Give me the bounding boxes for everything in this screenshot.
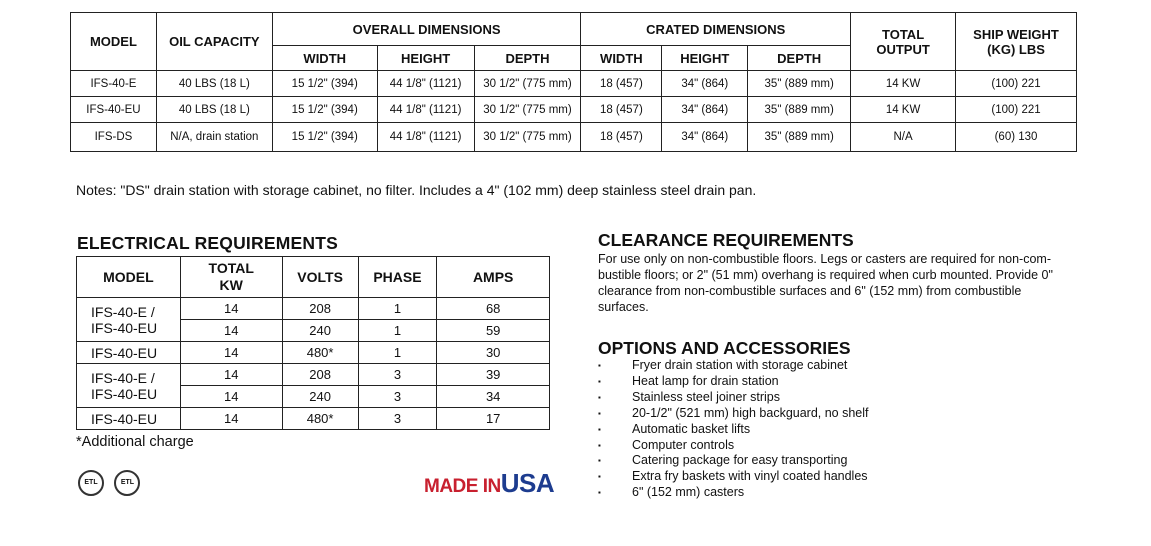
cell-volts: 240 [282,320,358,342]
cell-amps: 17 [437,408,550,430]
electrical-table [76,256,550,430]
table-row [71,71,1077,97]
cell-ship-weight: (60) 130 [956,123,1077,152]
cell-model: IFS-40-EU [91,319,158,336]
cell-volts: 480* [282,408,358,430]
cell-crated-depth: 35" (889 mm) [748,97,851,123]
list-item: ▪ Fryer drain station with storage cabinet [598,358,869,374]
header-ship-weight: SHIP WEIGHT (KG) LBS [956,13,1077,71]
cell-crated-width: 18 (457) [581,71,662,97]
cell-phase: 3 [358,364,437,386]
cell-ship-weight: (100) 221 [956,71,1077,97]
cell-amps: 68 [437,298,550,320]
cell-amps: 34 [437,386,550,408]
additional-charge-footnote: *Additional charge [76,434,194,450]
cell-phase: 1 [358,320,437,342]
cell-volts: 208 [282,298,358,320]
cell-total-kw: 14 [180,386,282,408]
header-phase: PHASE [358,257,437,298]
table-row [77,408,550,430]
table-row [77,364,550,386]
cell-oil-capacity: 40 LBS (18 L) [156,97,272,123]
list-item: ▪ Heat lamp for drain station [598,374,869,390]
cell-overall-height: 44 1/8" (1121) [377,123,474,152]
cell-total-kw: 14 [180,320,282,342]
electrical-title: ELECTRICAL REQUIREMENTS [77,233,338,253]
list-item: ▪ Computer controls [598,438,869,454]
cell-model: IFS-40-EU [91,385,158,402]
header-total-output: TOTAL OUTPUT [851,13,956,71]
list-item: ▪ 20-1/2" (521 mm) high backguard, no shelf [598,406,869,422]
cell-crated-width: 18 (457) [581,123,662,152]
clearance-text: For use only on non-combustible floors. Legs or casters are required for non-com-bustible floors; or 2" (51 mm) overhang is required when curb mounted. Provide 0" clearance from non-combustible surfaces and 6" (152 mm) from combustible surfaces. [598,252,1053,314]
header-overall-height: HEIGHT [377,46,474,71]
clearance-title: CLEARANCE REQUIREMENTS [598,230,854,250]
table-row [77,298,550,320]
etl-certification-icon: ETL [78,470,104,496]
cell-phase: 1 [358,298,437,320]
cell-model: IFS-DS [71,123,157,152]
header-oil-capacity: OIL CAPACITY [156,13,272,71]
header-crated-dimensions: CRATED DIMENSIONS [581,13,851,46]
cell-overall-width: 15 1/2" (394) [272,71,377,97]
header-crated-depth: DEPTH [748,46,851,71]
cell-volts: 480* [282,342,358,364]
cell-amps: 30 [437,342,550,364]
header-amps: AMPS [437,257,550,298]
cell-overall-width: 15 1/2" (394) [272,123,377,152]
cell-model-group [77,298,181,342]
header-crated-width: WIDTH [581,46,662,71]
list-item: ▪ Catering package for easy transporting [598,453,869,469]
cell-phase: 3 [358,386,437,408]
cell-oil-capacity: N/A, drain station [156,123,272,152]
cell-overall-depth: 30 1/2" (775 mm) [474,71,581,97]
cell-model: IFS-40-EU [77,408,181,430]
dimensions-table [70,12,1077,152]
options-title: OPTIONS AND ACCESSORIES [598,338,851,358]
notes-text: Notes: "DS" drain station with storage cabinet, no filter. Includes a 4" (102 mm) deep stainless steel drain pan. [76,182,757,198]
cell-phase: 1 [358,342,437,364]
cell-crated-width: 18 (457) [581,97,662,123]
header-model: MODEL [77,257,181,298]
cell-overall-height: 44 1/8" (1121) [377,97,474,123]
cell-total-kw: 14 [180,342,282,364]
cell-overall-depth: 30 1/2" (775 mm) [474,97,581,123]
header-overall-width: WIDTH [272,46,377,71]
list-item: ▪ Stainless steel joiner strips [598,390,869,406]
etl-certification-icon: ETL [114,470,140,496]
cell-volts: 240 [282,386,358,408]
cell-total-output: N/A [851,123,956,152]
cell-model: IFS-40-EU [77,342,181,364]
cell-overall-width: 15 1/2" (394) [272,97,377,123]
header-crated-height: HEIGHT [662,46,748,71]
list-item: ▪ Automatic basket lifts [598,422,869,438]
list-item: ▪ 6" (152 mm) casters [598,485,869,501]
cell-model: IFS-40-E / [91,369,155,386]
cell-total-output: 14 KW [851,71,956,97]
header-total-kw: TOTAL KW [180,257,282,298]
list-item: ▪ Extra fry baskets with vinyl coated handles [598,469,869,485]
cell-total-output: 14 KW [851,97,956,123]
cell-total-kw: 14 [180,364,282,386]
cell-crated-height: 34" (864) [662,97,748,123]
header-overall-depth: DEPTH [474,46,581,71]
cell-ship-weight: (100) 221 [956,97,1077,123]
cell-total-kw: 14 [180,408,282,430]
table-row [77,342,550,364]
header-volts: VOLTS [282,257,358,298]
cell-crated-depth: 35" (889 mm) [748,123,851,152]
cell-amps: 39 [437,364,550,386]
options-list [598,358,869,501]
cell-total-kw: 14 [180,298,282,320]
cell-model: IFS-40-E [71,71,157,97]
cell-volts: 208 [282,364,358,386]
cell-crated-depth: 35" (889 mm) [748,71,851,97]
certification-logos [78,470,146,496]
cell-overall-height: 44 1/8" (1121) [377,71,474,97]
table-row [71,123,1077,152]
cell-phase: 3 [358,408,437,430]
table-row [71,97,1077,123]
header-overall-dimensions: OVERALL DIMENSIONS [272,13,581,46]
cell-model: IFS-40-E / [91,303,155,320]
cell-crated-height: 34" (864) [662,123,748,152]
cell-overall-depth: 30 1/2" (775 mm) [474,123,581,152]
cell-model-group [77,364,181,408]
made-in-usa-logo [424,468,554,499]
cell-amps: 59 [437,320,550,342]
made-in-text: MADE IN [424,476,501,497]
cell-model: IFS-40-EU [71,97,157,123]
cell-crated-height: 34" (864) [662,71,748,97]
header-model: MODEL [71,13,157,71]
usa-text: USA [500,468,555,498]
cell-oil-capacity: 40 LBS (18 L) [156,71,272,97]
